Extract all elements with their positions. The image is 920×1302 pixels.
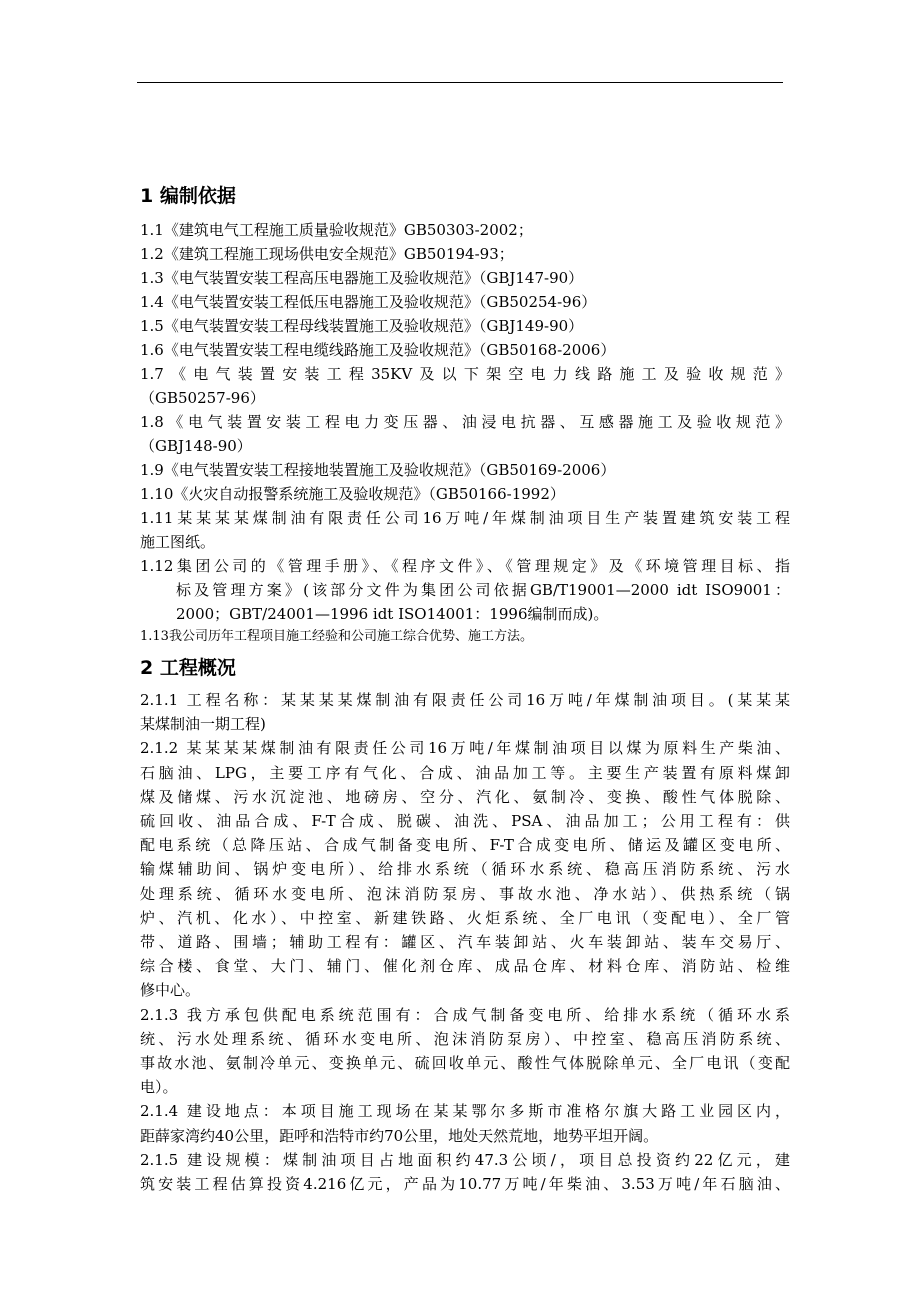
reference-text: 《电气装置安装工程电缆线路施工及验收规范》（GB50168-2006） (163, 341, 616, 359)
paragraph-line: 2.1.4 建设地点：本项目施工现场在某某鄂尔多斯市准格尔旗大路工业园区内， (140, 1102, 790, 1121)
paragraph-line: 综合楼、食堂、大门、辅门、催化剂仓库、成品仓库、材料仓库、消防站、检维 (140, 957, 790, 976)
reference-continuation: 标及管理方案》(该部分文件为集团公司依据GB/T19001—2000 idt ISO9001： (176, 581, 790, 599)
reference-continuation: （GBJ148-90） (140, 437, 252, 455)
reference-text: 《电气装置安装工程低压电器施工及验收规范》（GB50254-96） (163, 293, 597, 311)
reference-number: 1.1 (140, 221, 164, 239)
paragraph-line: 炉、汽机、化水）、中控室、新建铁路、火炬系统、全厂电讯（变配电）、全厂管 (140, 908, 790, 927)
reference-item (140, 242, 790, 266)
reference-number: 1.12 (140, 557, 174, 575)
paragraph-line: 修中心。 (140, 981, 201, 1000)
reference-number: 1.9 (140, 461, 164, 479)
reference-text: 《建筑工程施工现场供电安全规范》GB50194-93； (163, 245, 514, 263)
reference-item (140, 338, 790, 362)
reference-text: 《火灾自动报警系统施工及验收规范》（GB50166-1992） (173, 485, 565, 503)
paragraph-line: 2.1.3 我方承包供配电系统范围有：合成气制备变电所、给排水系统（循环水系 (140, 1005, 790, 1024)
reference-item (140, 506, 790, 554)
reference-list (140, 218, 790, 648)
paragraph-line: 煤及储煤、污水沉淀池、地磅房、空分、汽化、氨制冷、变换、酸性气体脱除、 (140, 787, 790, 806)
reference-item (140, 482, 790, 506)
paragraph-line: 筑安装工程估算投资4.216亿元，产品为10.77万吨/年柴油、3.53万吨/年石脑油、 (140, 1175, 790, 1194)
reference-item (140, 218, 790, 242)
reference-text: 《电气装置安装工程母线装置施工及验收规范》（GBJ149-90） (163, 317, 584, 335)
overview-paragraph (140, 1003, 790, 1100)
paragraph-line: 2.1.2 某某某某煤制油有限责任公司16万吨/年煤制油项目以煤为原料生产柴油、 (140, 739, 790, 758)
reference-item (140, 554, 790, 626)
reference-text: 某某某某煤制油有限责任公司16万吨/年煤制油项目生产装置建筑安装工程 (173, 509, 790, 527)
reference-number: 1.7 (140, 365, 164, 383)
paragraph-line: 硫回收、油品合成、F-T合成、脱碳、油洗、PSA、油品加工；公用工程有：供 (140, 812, 790, 831)
reference-number: 1.13 (140, 629, 169, 644)
overview-paragraph (140, 1099, 790, 1147)
reference-item (140, 458, 790, 482)
reference-number: 1.4 (140, 293, 164, 311)
reference-continuation: 2000；GBT/24001—1996 idt ISO14001：1996编制而成)。 (176, 605, 609, 623)
reference-item (140, 626, 790, 648)
reference-text: 《电气装置安装工程接地装置施工及验收规范》（GB50169-2006） (163, 461, 616, 479)
reference-number: 1.11 (140, 509, 174, 527)
reference-text: 《建筑电气工程施工质量验收规范》GB50303-2002； (163, 221, 533, 239)
paragraph-line: 带、道路、围墙；辅助工程有：罐区、汽车装卸站、火车装卸站、装车交易厅、 (140, 933, 790, 952)
section-1-heading: 1 编制依据 (140, 185, 236, 207)
reference-number: 1.2 (140, 245, 164, 263)
paragraph-line: 2.1.5 建设规模：煤制油项目占地面积约47.3公顷/，项目总投资约22亿元，建 (140, 1150, 790, 1169)
paragraph-line: 距薛家湾约40公里，距呼和浩特市约70公里，地处天然荒地，地势平坦开阔。 (140, 1126, 659, 1145)
document-body (140, 180, 790, 1196)
paragraph-line: 石脑油、LPG，主要工序有气化、合成、油品加工等。主要生产装置有原料煤卸 (140, 763, 790, 782)
reference-text: 《电气装置安装工程35KV及以下架空电力线路施工及验收规范》 (163, 365, 790, 383)
reference-number: 1.6 (140, 341, 164, 359)
reference-text: 《电气装置安装工程电力变压器、油浸电抗器、互感器施工及验收规范》 (163, 413, 790, 431)
section-2-heading: 2 工程概况 (140, 657, 236, 679)
reference-item (140, 410, 790, 458)
paragraph-line: 输煤辅助间、锅炉变电所）、给排水系统（循环水系统、稳高压消防系统、污水 (140, 860, 790, 879)
paragraph-line: 配电系统（总降压站、合成气制备变电所、F-T合成变电所、储运及罐区变电所、 (140, 836, 790, 855)
paragraph-line: 2.1.1 工程名称：某某某某煤制油有限责任公司16万吨/年煤制油项目。(某某某 (140, 691, 790, 709)
paragraph-line: 电）。 (140, 1078, 178, 1097)
paragraph-line: 处理系统、循环水变电所、泡沫消防泵房、事故水池、净水站）、供热系统（锅 (140, 884, 790, 903)
reference-continuation: 施工图纸。 (140, 533, 216, 551)
overview-paragraph (140, 736, 790, 1002)
reference-continuation: （GB50257-96） (140, 389, 265, 407)
paragraph-line: 某煤制油一期工程) (140, 715, 266, 734)
reference-item (140, 314, 790, 338)
reference-item (140, 362, 790, 410)
paragraph-line: 统、污水处理系统、循环水变电所、泡沫消防泵房）、中控室、稳高压消防系统、 (140, 1029, 790, 1048)
reference-item (140, 290, 790, 314)
reference-number: 1.10 (140, 485, 174, 503)
reference-number: 1.8 (140, 413, 164, 431)
reference-text: 《电气装置安装工程高压电器施工及验收规范》（GBJ147-90） (163, 269, 584, 287)
overview-paragraph (140, 1148, 790, 1196)
overview-paragraph (140, 688, 790, 736)
reference-number: 1.3 (140, 269, 164, 287)
reference-text: 我公司历年工程项目施工经验和公司施工综合优势、施工方法。 (168, 629, 533, 644)
reference-text: 集团公司的《管理手册》、《程序文件》、《管理规定》及《环境管理目标、指 (173, 557, 790, 575)
header-rule (137, 82, 783, 83)
overview-paragraphs (140, 688, 790, 1196)
paragraph-line: 事故水池、氨制冷单元、变换单元、硫回收单元、酸性气体脱除单元、全厂电讯（变配 (140, 1054, 790, 1073)
reference-number: 1.5 (140, 317, 164, 335)
reference-item (140, 266, 790, 290)
